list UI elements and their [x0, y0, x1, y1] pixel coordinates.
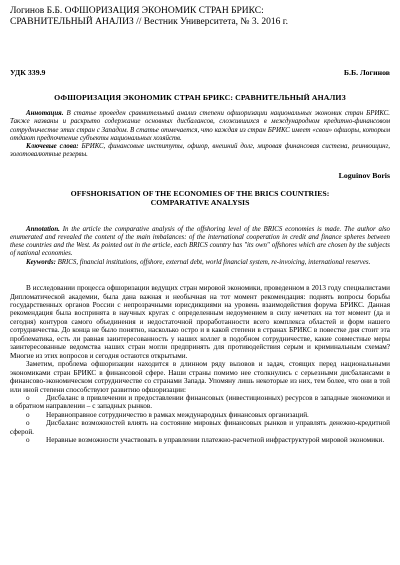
- bullet-marker: o: [26, 393, 30, 402]
- udk-code: УДК 339.9: [10, 68, 46, 77]
- imbalances-list: [10, 394, 390, 445]
- abstract-en-label: Annotation.: [26, 225, 60, 233]
- keywords-en-label: Keywords:: [26, 258, 56, 266]
- list-item: o Неравные возможности участвовать в управлении платежно-расчетной инфраструктурой мировой экономики.: [26, 436, 385, 445]
- keywords-ru-label: Ключевые слова:: [26, 143, 79, 151]
- keywords-ru-text: БРИКС, финансовые институты, офшор, внешний долг, мировая финансовая система, реинвоицинг, золотовалютные резервы.: [10, 143, 390, 159]
- keywords-en: [10, 259, 390, 267]
- abstract-ru-label: Аннотация.: [26, 110, 64, 117]
- abstract-en: [10, 226, 390, 259]
- title-en-line2: COMPARATIVE ANALYSIS: [150, 198, 250, 208]
- bullet-marker: o: [26, 436, 30, 445]
- udk-row: [10, 68, 390, 77]
- list-item: o Дисбаланс в привлечении и предоставлении финансовых (инвестиционных) ресурсов в западные экономики и в обратном направлении – с западных рынков.: [10, 393, 390, 411]
- bullet-marker: o: [26, 419, 30, 428]
- body-paragraph-1: В исследовании процесса офшоризации ведущих стран мировой экономики, проведенном в 2013 году специалистами Дипломатической академии, была дана важная и необычная на тот момент рекомендация: поднять вопросы борьбы государственных органов России с непрозрачными юрисдикциями на уровень взаимодействия форума БРИКС. Данная рекомендация была воспринята в научных кругах с определенным недоумением в силу нечетких на тот момент (да и сегодня) контуров самого объединения и недостаточной проработанности всего комплекса областей и форм нашего сотрудничества. До конца не было понятно, насколько остро и в какой степени в странах БРИКС в повестке дня стоит эта проблематика, есть ли равная заинтересованность у наших коллег в подобном сотрудничестве, какие совместные меры заинтересованные ведомства наших стран могли предпринять для противодействия серым и криминальным схемам? Многие из этих вопросов и сегодня остаются открытыми.: [10, 284, 390, 360]
- article-page: [10, 6, 390, 445]
- abstract-ru-text: В статье проведен сравнительный анализ степени офшоризации национальных экономик стран БРИКС. Также названы и раскрыто содержание основных дисбалансов, сложившихся в международном кредитно-финансовом сотрудничестве этих стран с Западом. В статье отмечается, что каждая из стран БРИКС имеет «свои» офшоры, которым отдают предпочтение субъекты национальных хозяйств.: [10, 110, 390, 142]
- title-en: [10, 189, 390, 208]
- list-item: o Неравноправное сотрудничество в рамках международных финансовых организаций.: [26, 410, 309, 419]
- bullet-marker: o: [26, 410, 30, 419]
- title-en-line1: OFFSHORISATION OF THE ECONOMIES OF THE BRICS COUNTRIES:: [70, 188, 330, 198]
- body-paragraph-2: Заметим, проблема офшоризации находится в длинном ряду вызовов и задач, стоящих перед национальными экономиками стран БРИКС в финансовой сфере. Наши страны помимо нее столкнулись с серьезными дисбалансами в финансово-экономическом сотрудничестве со странами Запада. Упомяну лишь некоторые из них, тем более, что они в той или иной степени способствуют развитию офшоризации:: [10, 360, 390, 394]
- author-en: Loguinov Boris: [338, 170, 390, 180]
- title-ru: ОФШОРИЗАЦИЯ ЭКОНОМИК СТРАН БРИКС: СРАВНИТЕЛЬНЫЙ АНАЛИЗ: [54, 93, 346, 102]
- keywords-en-text: BRICS, financial institutions, offshore, external debt, world financial system, re-invoicing, international reserves.: [55, 258, 371, 266]
- keywords-ru: [10, 143, 390, 160]
- citation-header: Логинов Б.Б. ОФШОРИЗАЦИЯ ЭКОНОМИК СТРАН БРИКС: СРАВНИТЕЛЬНЫЙ АНАЛИЗ // Вестник Университета, № 3. 2016 г.: [10, 6, 288, 27]
- abstract-en-text: In the article the comparative analysis of the offshoring level of the BRICS economies is made. The author also enumerated and revealed the content of the main imbalances: of the international cooperation in credit and finance spheres between these countries and the West. As pointed out in the article, each BRICS country has "its own" offshores which are chosen by the subjects of national economies.: [10, 225, 390, 258]
- abstract-ru: [10, 110, 390, 143]
- list-item: o Дисбаланс возможностей влиять на состояние мировых финансовых рынков и управлять денежно-кредитной сферой.: [10, 419, 390, 436]
- author-ru: Б.Б. Логинов: [343, 68, 390, 77]
